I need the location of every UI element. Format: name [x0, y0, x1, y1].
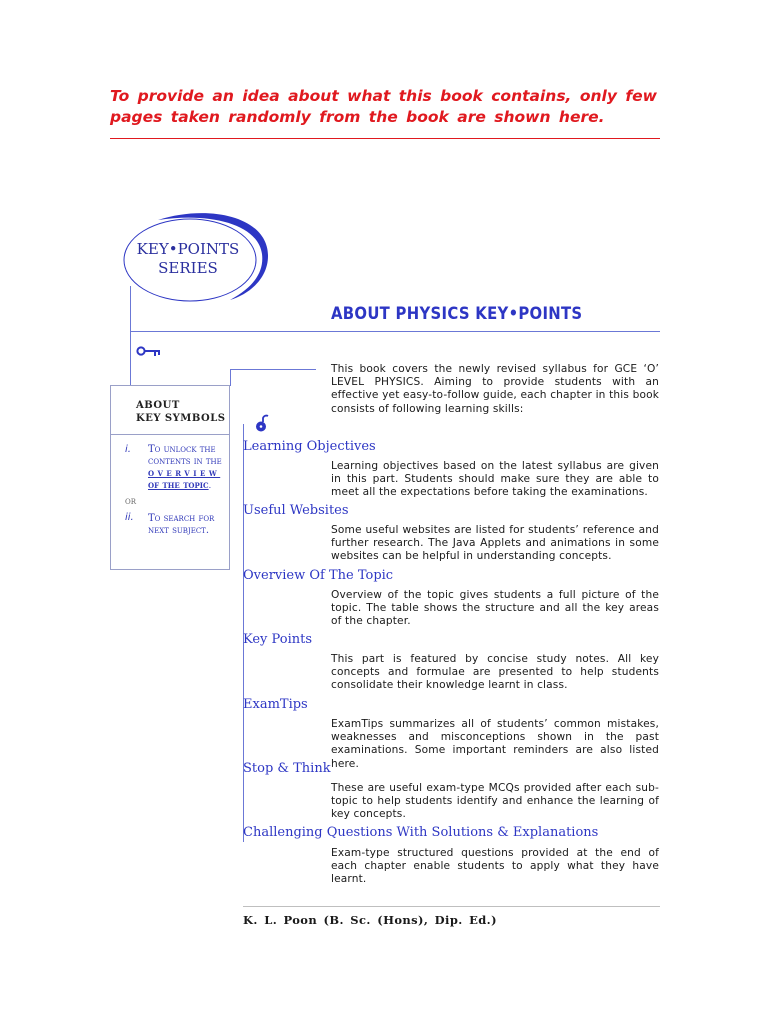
notice-divider [110, 138, 660, 139]
symbol-item-1-period: . [208, 481, 212, 490]
section-heading-learning-objectives: Learning Objectives [243, 439, 376, 454]
key-symbols-heading-2: KEY SYMBOLS [136, 413, 226, 424]
section-heading-examtips: ExamTips [243, 697, 308, 712]
symbol-item-1-line-b: contents in the [148, 456, 222, 467]
symbol-item-1-number: i. [125, 444, 131, 455]
section-heading-overview: Overview Of The Topic [243, 568, 394, 583]
symbol-item-1-line-c: overview [148, 468, 221, 479]
section-heading-key-points: Key Points [243, 632, 313, 647]
section-text-learning-objectives: Learning objectives based on the latest syllabus are given in this part. Students should make sure they are able to meet all the expectations before taking the examinations. [331, 460, 659, 499]
symbol-item-1 [148, 444, 228, 492]
padlock-open-icon [255, 413, 269, 433]
key-icon [136, 344, 162, 358]
symbol-item-2 [148, 513, 228, 537]
frame-vertical-left [130, 286, 131, 386]
key-symbols-divider [110, 434, 230, 435]
notice-text: To provide an idea about what this book contains, only few pages taken randomly from the book are shown here. [110, 87, 657, 126]
intro-rule [230, 369, 316, 370]
section-heading-challenging-questions: Challenging Questions With Solutions & Explanations [243, 825, 599, 840]
symbol-item-1-line-a: To unlock the [148, 444, 216, 455]
section-text-key-points: This part is featured by concise study notes. All key concepts and formulae are presented to help students consolidate their knowledge learnt in class. [331, 653, 659, 692]
page-title: ABOUT PHYSICS KEY•POINTS [331, 304, 583, 323]
symbol-item-1-line-d: of the topic [148, 480, 209, 491]
section-text-challenging-questions: Exam-type structured questions provided at the end of each chapter enable students to apply what they have learnt. [331, 847, 659, 886]
series-line-2: SERIES [158, 259, 218, 277]
key-symbols-heading-1: ABOUT [136, 400, 180, 411]
section-heading-useful-websites: Useful Websites [243, 503, 349, 518]
author-credit: K. L. Poon (B. Sc. (Hons), Dip. Ed.) [243, 913, 497, 927]
symbol-item-2-number: ii. [125, 512, 134, 523]
section-text-stop-think: These are useful exam-type MCQs provided after each sub-topic to help students identify and enhance the learning of key concepts. [331, 782, 659, 821]
series-label [124, 240, 252, 278]
box-connector [230, 369, 231, 386]
key-symbols-heading [136, 399, 225, 425]
footer-divider [243, 906, 660, 907]
section-text-useful-websites: Some useful websites are listed for students’ reference and further research. The Java Applets and animations in some websites can be helpful in understanding concepts. [331, 524, 659, 563]
intro-paragraph: This book covers the newly revised syllabus for GCE ‘O’ LEVEL PHYSICS. Aiming to provide students with an effective yet easy-to-follow guide, each chapter in this book consists of following learning skills: [331, 363, 659, 415]
section-text-overview: Overview of the topic gives students a full picture of the topic. The table shows the structure and all the key areas of the chapter. [331, 589, 659, 628]
symbol-item-2-line-a: To search for [148, 513, 215, 524]
section-text-examtips: ExamTips summarizes all of students’ common mistakes, weaknesses and misconceptions shown in the past examinations. Some important reminders are also listed here. [331, 718, 659, 770]
or-label: OR [125, 498, 137, 506]
section-heading-stop-think: Stop & Think [243, 761, 331, 776]
symbol-item-2-line-b: next subject. [148, 525, 210, 536]
title-rule [130, 331, 660, 332]
series-line-1: KEY•POINTS [136, 240, 240, 258]
